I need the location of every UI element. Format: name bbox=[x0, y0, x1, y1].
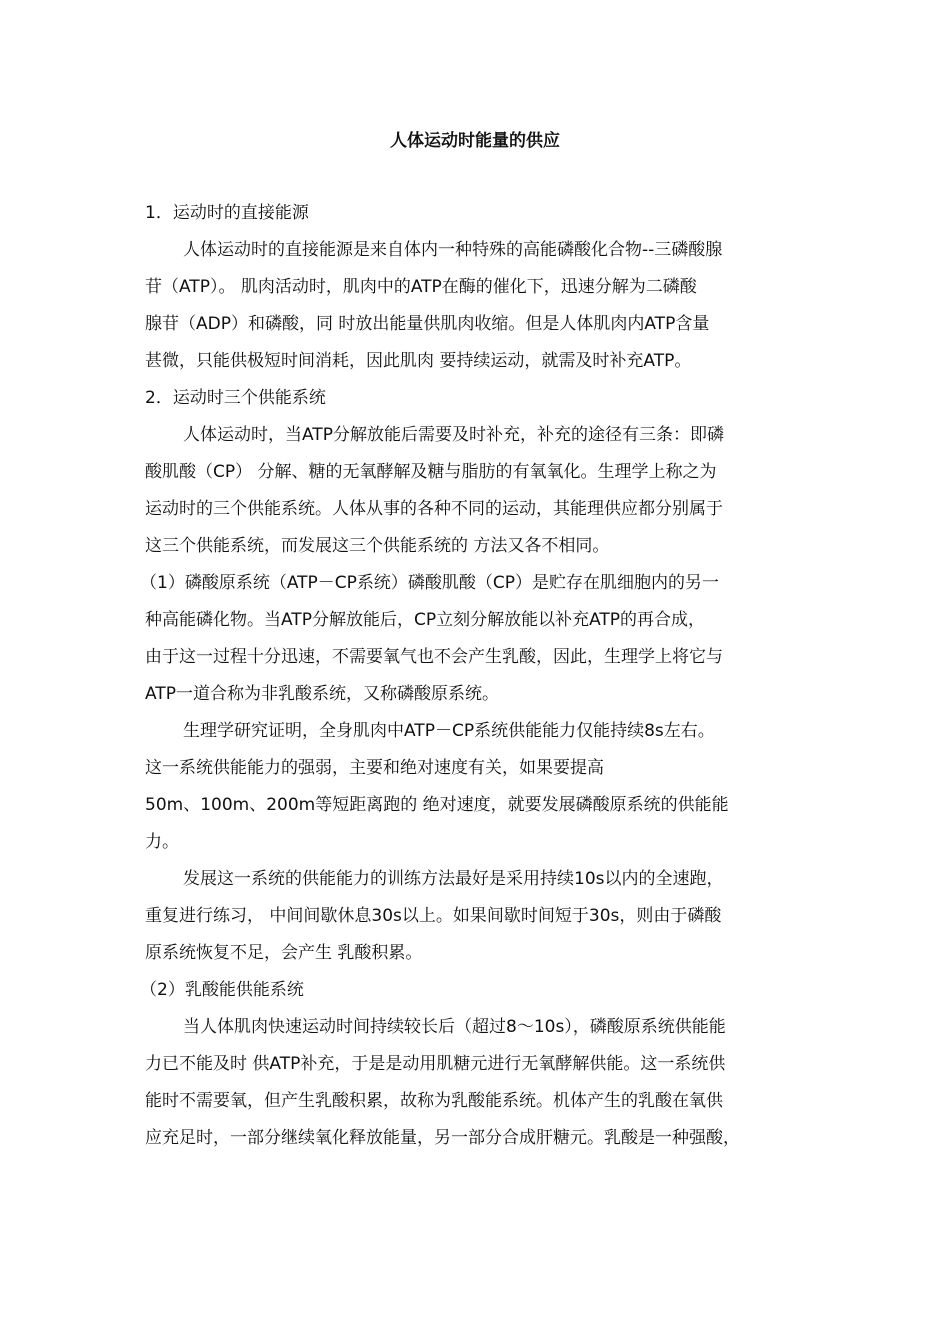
text-line: 当人体肌肉快速运动时间持续较长后（超过8～10s），磷酸原系统供能能 bbox=[183, 1017, 726, 1037]
text-line: 原系统恢复不足，会产生 乳酸积累。 bbox=[145, 943, 423, 963]
text-line: 能时不需要氧，但产生乳酸积累，故称为乳酸能系统。机体产生的乳酸在氧供 bbox=[145, 1091, 723, 1111]
text-line: （2）乳酸能供能系统 bbox=[140, 980, 304, 1000]
document-title: 人体运动时能量的供应 bbox=[390, 131, 560, 151]
text-line: 苷（ATP）。 肌肉活动时，肌肉中的ATP在酶的催化下，迅速分解为二磷酸 bbox=[145, 277, 697, 297]
text-line: 种高能磷化物。当ATP分解放能后，CP立刻分解放能以补充ATP的再合成， bbox=[145, 610, 706, 630]
text-line: 甚微，只能供极短时间消耗，因此肌肉 要持续运动，就需及时补充ATP。 bbox=[145, 351, 692, 371]
text-line: 运动时的三个供能系统。人体从事的各种不同的运动，其能理供应都分别属于 bbox=[145, 499, 723, 519]
text-line: 这一系统供能能力的强弱，主要和绝对速度有关，如果要提高 bbox=[145, 758, 604, 778]
text-line: 生理学研究证明，全身肌肉中ATP－CP系统供能能力仅能持续8s左右。 bbox=[183, 721, 715, 741]
document-body bbox=[140, 195, 805, 1157]
text-line: 重复进行练习， 中间间歇休息30s以上。如果间歇时间短于30s，则由于磷酸 bbox=[145, 906, 722, 926]
text-line: （1）磷酸原系统（ATP－CP系统）磷酸肌酸（CP）是贮存在肌细胞内的另一 bbox=[140, 573, 720, 593]
text-line: 50m、100m、200m等短距离跑的 绝对速度，就要发展磷酸原系统的供能能 bbox=[145, 795, 729, 815]
text-line: 力已不能及时 供ATP补充，于是是动用肌糖元进行无氧酵解供能。这一系统供 bbox=[145, 1054, 726, 1074]
text-line: 人体运动时的直接能源是来自体内一种特殊的高能磷酸化合物--三磷酸腺 bbox=[183, 240, 723, 260]
text-line: 力。 bbox=[145, 832, 179, 852]
text-line: 2．运动时三个供能系统 bbox=[145, 388, 326, 408]
text-line: 人体运动时，当ATP分解放能后需要及时补充，补充的途径有三条：即磷 bbox=[183, 425, 724, 445]
text-line: 发展这一系统的供能能力的训练方法最好是采用持续10s以内的全速跑， bbox=[183, 869, 724, 889]
text-line: 由于这一过程十分迅速，不需要氧气也不会产生乳酸，因此，生理学上将它与 bbox=[145, 647, 723, 667]
text-line: ATP一道合称为非乳酸系统，又称磷酸原系统。 bbox=[145, 684, 499, 704]
text-line: 1．运动时的直接能源 bbox=[145, 203, 309, 223]
text-line: 应充足时，一部分继续氧化释放能量，另一部分合成肝糖元。乳酸是一种强酸， bbox=[145, 1128, 740, 1148]
text-line: 这三个供能系统，而发展这三个供能系统的 方法又各不相同。 bbox=[145, 536, 610, 556]
text-line: 酸肌酸（CP） 分解、糖的无氧酵解及糖与脂肪的有氧氧化。生理学上称之为 bbox=[145, 462, 717, 482]
text-line: 腺苷（ADP）和磷酸，同 时放出能量供肌肉收缩。但是人体肌肉内ATP含量 bbox=[145, 314, 710, 334]
